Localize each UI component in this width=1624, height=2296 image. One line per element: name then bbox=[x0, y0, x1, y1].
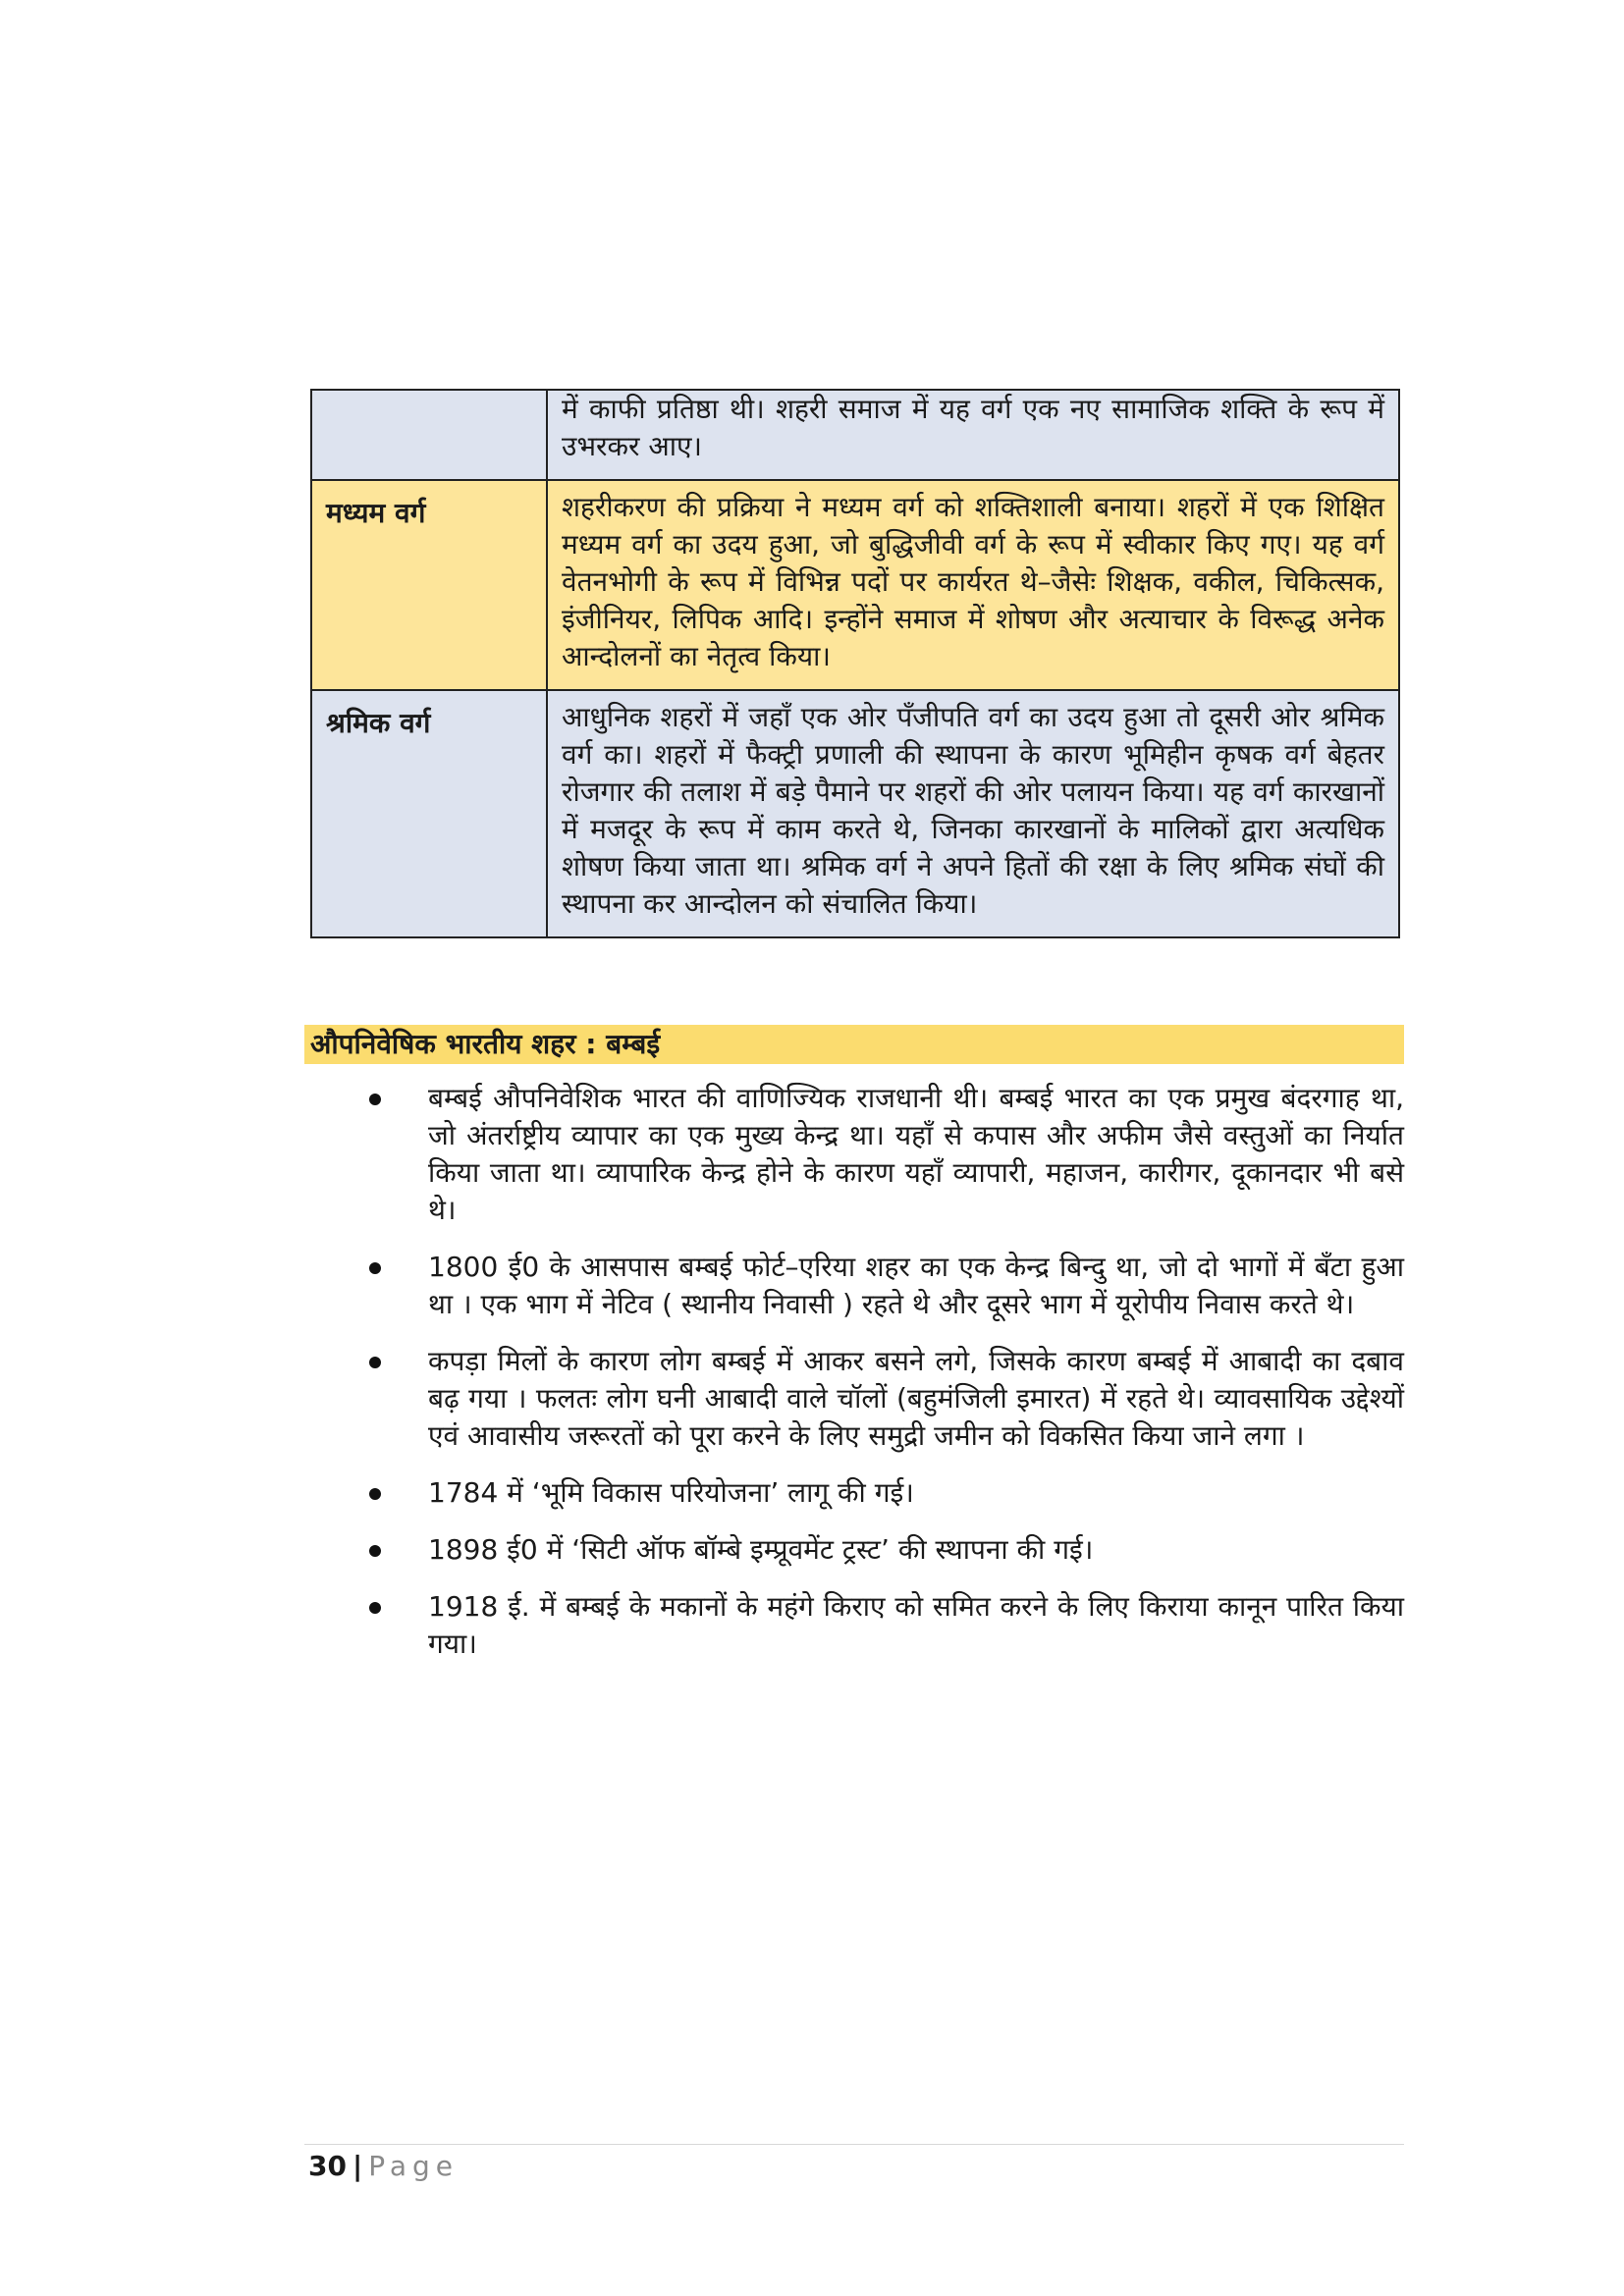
bullet-icon bbox=[369, 1602, 381, 1614]
bullet-list bbox=[365, 1080, 1404, 1682]
list-item bbox=[365, 1588, 1404, 1663]
bullet-icon bbox=[369, 1094, 381, 1105]
list-item-text: 1918 ई. में बम्बई के मकानों के महंगे किराए को समित करने के लिए किराया कानून पारित किया गया। bbox=[428, 1590, 1404, 1660]
page-word: Page bbox=[368, 2150, 459, 2182]
table-row bbox=[311, 690, 1399, 937]
list-item-text: 1898 ई0 में ‘सिटी ऑफ बॉम्बे इम्प्रूवमेंट ट्रस्ट’ की स्थापना की गई। bbox=[428, 1533, 1094, 1566]
row-description: शहरीकरण की प्रक्रिया ने मध्यम वर्ग को शक्तिशाली बनाया। शहरों में एक शिक्षित मध्यम वर्ग का उदय हुआ, जो बुद्धिजीवी वर्ग के रूप में स्वीकार किए गए। यह वर्ग वेतनभोगी के रूप में विभिन्न पदों पर कार्यरत थे–जैसेः शिक्षक, वकील, चिकित्सक, इंजीनियर, लिपिक आदि। इन्होंने समाज में शोषण और अत्याचार के विरूद्ध अनेक आन्दोलनों का नेतृत्व किया। bbox=[547, 480, 1399, 690]
row-label: श्रमिक वर्ग bbox=[311, 690, 547, 937]
bullet-icon bbox=[369, 1488, 381, 1500]
section-heading: औपनिवेषिक भारतीय शहर : बम्बई bbox=[304, 1025, 1404, 1064]
list-item-text: बम्बई औपनिवेशिक भारत की वाणिज्यिक राजधानी थी। बम्बई भारत का एक प्रमुख बंदरगाह था, जो अंतर्राष्ट्रीय व्यापार का एक मुख्य केन्द्र था। यहाँ से कपास और अफीम जैसे वस्तुओं का निर्यात किया जाता था। व्यापारिक केन्द्र होने के कारण यहाँ व्यापारी, महाजन, कारीगर, दूकानदार भी बसे थे। bbox=[428, 1082, 1404, 1226]
bullet-icon bbox=[369, 1545, 381, 1557]
list-item bbox=[365, 1080, 1404, 1229]
table-row bbox=[311, 390, 1399, 480]
page-footer bbox=[308, 2150, 459, 2183]
list-item bbox=[365, 1249, 1404, 1323]
bullet-icon bbox=[369, 1262, 381, 1274]
row-description: में काफी प्रतिष्ठा थी। शहरी समाज में यह वर्ग एक नए सामाजिक शक्ति के रूप में उभरकर आए। bbox=[547, 390, 1399, 480]
list-item bbox=[365, 1474, 1404, 1512]
table-row bbox=[311, 480, 1399, 690]
list-item-text: 1800 ई0 के आसपास बम्बई फोर्ट–एरिया शहर का एक केन्द्र बिन्दु था, जो दो भागों में बँटा हुआ था । एक भाग में नेटिव ( स्थानीय निवासी ) रहते थे और दूसरे भाग में यूरोपीय निवास करते थे। bbox=[428, 1251, 1404, 1320]
social-classes-table bbox=[310, 389, 1400, 938]
bullet-icon bbox=[369, 1357, 381, 1368]
list-item bbox=[365, 1531, 1404, 1569]
row-label bbox=[311, 390, 547, 480]
list-item-text: 1784 में ‘भूमि विकास परियोजना’ लागू की गई। bbox=[428, 1476, 914, 1509]
list-item bbox=[365, 1343, 1404, 1455]
page-number: 30 bbox=[308, 2150, 347, 2182]
footer-divider bbox=[304, 2144, 1404, 2145]
row-description: आधुनिक शहरों में जहाँ एक ओर पँजीपति वर्ग का उदय हुआ तो दूसरी ओर श्रमिक वर्ग का। शहरों में फैक्ट्री प्रणाली की स्थापना के कारण भूमिहीन कृषक वर्ग बेहतर रोजगार की तलाश में बड़े पैमाने पर शहरों की ओर पलायन किया। यह वर्ग कारखानों में मजदूर के रूप में काम करते थे, जिनका कारखानों के मालिकों द्वारा अत्यधिक शोषण किया जाता था। श्रमिक वर्ग ने अपने हितों की रक्षा के लिए श्रमिक संघों की स्थापना कर आन्दोलन को संचालित किया। bbox=[547, 690, 1399, 937]
footer-separator: | bbox=[352, 2150, 363, 2182]
list-item-text: कपड़ा मिलों के कारण लोग बम्बई में आकर बसने लगे, जिसके कारण बम्बई में आबादी का दबाव बढ़ गया । फलतः लोग घनी आबादी वाले चॉलों (बहुमंजिली इमारत) में रहते थे। व्यावसायिक उद्देश्यों एवं आवासीय जरूरतों को पूरा करने के लिए समुद्री जमीन को विकसित किया जाने लगा । bbox=[428, 1345, 1404, 1452]
row-label: मध्यम वर्ग bbox=[311, 480, 547, 690]
